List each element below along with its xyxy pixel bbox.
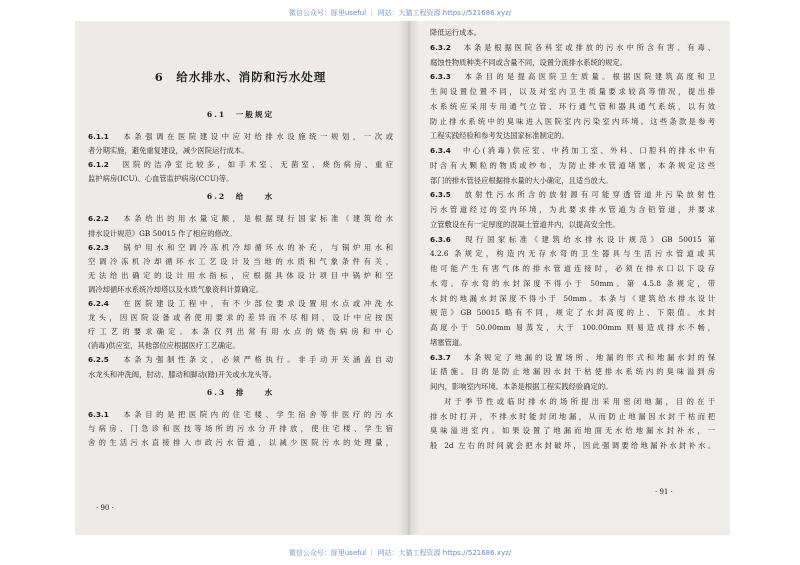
text-line	[88, 340, 393, 352]
clause-number: 6.2.2	[88, 214, 109, 224]
clause-text: 排水时打开，不排水时能封闭地漏，从而防止地漏因水封干枯而把	[430, 411, 715, 421]
clause-text: 本条目的是把医院内的住宅楼、学生宿舍等非医疗的污水	[108, 409, 393, 419]
clause-text: 堵塞管道。	[430, 337, 467, 347]
text-line	[430, 116, 715, 128]
text-line	[430, 278, 715, 290]
clause-text: 放射性污水所含的放射源有可能穿透管道并污染放射性	[450, 190, 715, 200]
text-line	[430, 337, 715, 349]
clause-text: 他可能产生有害气体的排水管道连接时，必须在排水口以下设存	[430, 264, 715, 273]
text-line	[88, 354, 393, 366]
right-page	[408, 21, 730, 535]
clause-text: 对于季节性或临时排水的场所提出采用密闭地漏，目的在于	[444, 396, 715, 406]
text-line	[430, 219, 715, 231]
clause-number: 6.2.4	[88, 299, 109, 308]
clause-text: 与病房、门急诊和医技等场所的污水分开排放，使住宅楼、学生宿	[88, 423, 393, 433]
clause-number: 6.3.4	[430, 146, 451, 155]
text-line	[88, 409, 393, 421]
text-line	[430, 189, 715, 201]
clause-number: 6.2.3	[88, 242, 109, 252]
text-line	[430, 248, 715, 260]
clause-text: 水龙头和冲洗阀，肘动、膝动和脚动(踏)开关或水龙头等。	[88, 369, 277, 379]
text-line	[430, 352, 715, 364]
text-line	[430, 366, 715, 378]
text-line	[430, 425, 715, 437]
clause-text: 监护病房(ICU)、心血管监护病房(CCU)等。	[88, 174, 234, 184]
text-line	[88, 437, 393, 449]
text-line	[88, 284, 393, 296]
left-page	[75, 21, 408, 535]
clause-text: 中心(消毒)供应室、中药加工室、外科、口腔科的排水中有	[450, 146, 715, 155]
clause-number: 6.3.6	[430, 234, 451, 244]
text-line	[88, 145, 393, 157]
text-line	[430, 440, 715, 452]
text-line	[88, 369, 393, 381]
text-line	[88, 270, 393, 282]
text-line	[430, 322, 715, 334]
text-line	[430, 145, 715, 157]
clause-text: 排水设计规范》GB 50015 作了相应的修改。	[88, 228, 237, 238]
clause-text: 本条为强制性条文，必须严格执行。非手动开关涵盖自动	[108, 355, 393, 365]
left-page-number: · 90 ·	[96, 504, 114, 512]
text-line	[430, 204, 715, 216]
text-line	[88, 326, 393, 338]
clause-text: 4.2.6 条规定，构造内无存水弯的卫生器具与生活污水管道或其	[430, 249, 715, 259]
clause-text: 本条是根据医院各科室或排放的污水中所含有害、有毒、	[450, 42, 715, 52]
text-line	[88, 173, 393, 185]
clause-number: 6.3.7	[430, 352, 451, 362]
bottom-watermark: 微信公众号：豚里useful ｜ 网站：大猫工程资源 https://521686.xyz/	[288, 549, 512, 557]
clause-text: 者分期实施，避免重复建设，减少医院运行成本。	[88, 146, 249, 156]
clause-text: 舍的生活污水直接排入市政污水管道，以减少医院污水的处理量，	[88, 437, 393, 447]
clause-text: 空调冷冻机冷却循环水工艺设计及当地的水质和气象条件有关，	[88, 256, 393, 266]
clause-text: 龙头，因医院设备或者使用要求的差异而不尽相同，设计中应按医	[88, 313, 393, 323]
clause-text: 在医院建设工程中，有不少部位要求设置用水点或冲洗水	[108, 299, 393, 308]
clause-number: 6.1.1	[88, 132, 109, 141]
clause-text: 无法给出确定的设计用水指标，应根据具体设计项目中锅炉和空	[88, 270, 393, 280]
clause-text: 生间设置位置不同，以及对室内卫生质量要求较高等情况，提出排	[430, 87, 715, 96]
section-heading: 6.2 给 水	[206, 192, 275, 202]
clause-text: 调冷却循环水系统冷却塔以及水质气象资料计算确定。	[88, 284, 264, 294]
clause-text: 医院的洁净室比较多，如手术室、无菌室、烧伤病房、重症	[108, 160, 393, 170]
clause-text: 部门的排水管径应根据排水量的大小确定，且适当放大。	[430, 175, 613, 185]
clause-text: 腐蚀性物质种类不同或含量不同，设置分流排水系统的规定。	[430, 57, 628, 67]
clause-number: 6.3.3	[430, 72, 451, 82]
text-line	[430, 175, 715, 187]
text-line	[430, 160, 715, 172]
clause-number: 6.1.2	[88, 160, 109, 170]
clause-text: 水系统应采用专用通气立管、环行通气管和器具通气系统，以有效	[430, 101, 715, 111]
clause-text: 本条强调在医院建设中应对给排水设施统一规划，一次或	[108, 132, 393, 141]
clause-text: 臭味溢进室内。如果设置了地漏而地面无水给地漏水封补水，一	[430, 426, 715, 436]
clause-text: (消毒)供应室，其他部位应根据医疗工艺确定。	[88, 341, 240, 351]
text-line	[430, 86, 715, 98]
text-line	[430, 101, 715, 113]
text-line	[88, 423, 393, 435]
clause-text: 本条给出的用水量定额，是根据现行国家标准《建筑给水	[108, 214, 393, 224]
right-page-number: · 91 ·	[655, 488, 673, 496]
clause-text: 污水管道经过的室内环境，为此要求排水管道为含铅管道，并要求	[430, 205, 715, 214]
clause-number: 6.3.1	[88, 409, 109, 419]
clause-text: 时含有大颗粒的物质或纱布，为防止排水管道堵塞，本条规定这些	[430, 160, 715, 170]
text-line	[430, 234, 715, 246]
clause-text: 般 2d 左右的时间就会把水封破坏，因此强调要给地漏补水封补水。	[430, 441, 715, 450]
clause-text: 水弯。存水弯的水封深度不得小于 50mm。第 4.5.8 条规定，带	[430, 278, 715, 288]
clause-text: 防止排水系统中的臭味进入医院室内污染室内环境。这些条款是参考	[430, 116, 715, 126]
section-heading: 6.3 排 水	[206, 387, 275, 397]
text-line	[88, 131, 393, 143]
text-line	[88, 228, 393, 240]
text-line	[430, 263, 715, 275]
text-line	[430, 381, 715, 393]
clause-text: 证措施。目的是防止地漏因水封干枯使排水系统内的臭味溢到房	[430, 367, 715, 377]
clause-text: 现行国家标准《建筑给水排水设计规范》GB 50015 第	[450, 234, 715, 244]
section-heading: 6.1 一般规定	[206, 110, 275, 119]
clause-number: 6.3.2	[430, 42, 451, 52]
text-line	[430, 130, 715, 142]
clause-text: 立管敷设在有一定厚度的混凝土管道井内，以提高安全性。	[430, 219, 620, 229]
text-line	[88, 213, 393, 225]
text-line	[88, 298, 393, 310]
clause-number: 6.3.5	[430, 190, 451, 200]
clause-text: 本条目的是提高医院卫生质量。根据医院建筑高度和卫	[450, 72, 715, 82]
text-line	[88, 256, 393, 268]
text-line	[430, 71, 715, 83]
clause-text: 规范》GB 50015 略有不同，规定了水封高度的上、下限值。水封	[430, 308, 715, 318]
text-line	[430, 42, 715, 54]
text-line	[430, 293, 715, 305]
clause-text: 工程实践经验和参考发达国家标准制定的。	[430, 131, 569, 141]
text-line	[430, 57, 715, 69]
text-line	[88, 242, 393, 254]
chapter-title: 6 给水排水、消防和污水处理	[154, 70, 327, 84]
clause-text: 疗工艺的要求确定。本条仅列出常有用水点的烧伤病房和中心	[88, 327, 393, 337]
text-line	[430, 307, 715, 319]
text-line	[430, 396, 715, 408]
clause-text: 水封的地漏水封深度不得小于 50mm。本条与《建筑给水排水设计	[430, 293, 715, 303]
top-watermark: 微信公众号：豚里useful ｜ 网站：大猫工程资源 https://521686.xyz/	[288, 9, 512, 17]
text-line	[88, 312, 393, 324]
book-spread	[75, 21, 730, 535]
clause-text: 高度小于 50.00mm 易蒸发，大于 100.00mm 则易造成排水不畅，	[430, 323, 715, 332]
clause-number: 6.2.5	[88, 355, 109, 365]
text-line	[430, 411, 715, 423]
clause-text: 本条规定了地漏的设置场所、地漏的形式和地漏水封的保	[450, 352, 715, 362]
clause-text: 锅炉用水和空调冷冻机冷却循环水的补充，与锅炉用水和	[108, 242, 393, 252]
clause-text: 间内，影响室内环境。本条是根据工程实践经验确定的。	[430, 382, 613, 391]
text-line	[88, 159, 393, 171]
clause-text: 降低运行成本。	[430, 28, 482, 37]
text-line	[430, 27, 715, 39]
